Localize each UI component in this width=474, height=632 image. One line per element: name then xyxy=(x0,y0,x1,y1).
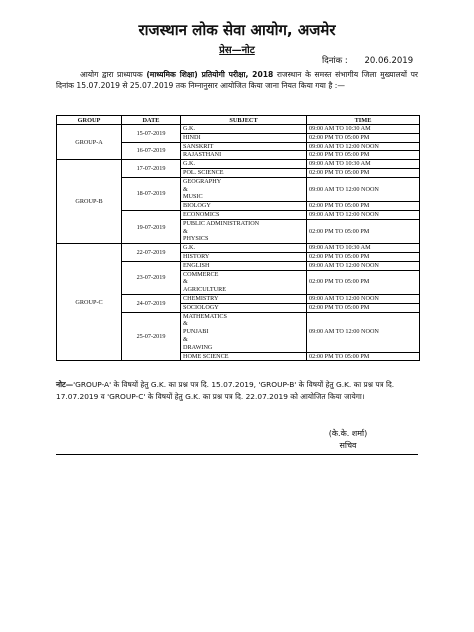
subject-cell xyxy=(181,270,307,294)
subject-line: SANSKRIT xyxy=(183,142,214,150)
subject-cell xyxy=(181,312,307,352)
subject-line: & xyxy=(183,320,188,328)
subject-line: ECONOMICS xyxy=(183,210,220,218)
table-body xyxy=(57,125,420,361)
subject-line: SOCIOLOGY xyxy=(183,303,219,311)
subject-cell xyxy=(181,352,307,361)
table-row xyxy=(57,125,420,134)
subject-cell xyxy=(181,303,307,312)
signature-block xyxy=(300,428,396,452)
bottom-divider xyxy=(56,454,418,455)
group-cell: GROUP-A xyxy=(57,125,122,160)
table-row xyxy=(57,160,420,169)
time-cell: 02:00 PM TO 05:00 PM xyxy=(307,202,420,211)
time-cell: 09:00 AM TO 10:30 AM xyxy=(307,160,420,169)
date-cell: 15-07-2019 xyxy=(122,125,181,143)
subject-line: G.K. xyxy=(183,160,196,168)
date-label: दिनांक : xyxy=(322,56,348,66)
header-date: DATE xyxy=(122,116,181,125)
time-cell: 09:00 AM TO 10:30 AM xyxy=(307,125,420,134)
date-cell: 23-07-2019 xyxy=(122,261,181,294)
time-cell: 09:00 AM TO 12:00 NOON xyxy=(307,261,420,270)
header-time: TIME xyxy=(307,116,420,125)
time-cell: 02:00 PM TO 05:00 PM xyxy=(307,151,420,160)
header-group: GROUP xyxy=(57,116,122,125)
subject-cell xyxy=(181,244,307,253)
date-cell: 19-07-2019 xyxy=(122,210,181,243)
time-cell: 09:00 AM TO 12:00 NOON xyxy=(307,312,420,352)
subject-cell xyxy=(181,142,307,151)
note-label: नोट— xyxy=(56,380,74,389)
subject-line: G.K. xyxy=(183,244,196,252)
subject-line: & xyxy=(183,335,188,343)
table-row xyxy=(57,244,420,253)
subject-cell xyxy=(181,294,307,303)
date-cell: 18-07-2019 xyxy=(122,177,181,210)
group-cell: GROUP-B xyxy=(57,160,122,244)
subject-line: POL. SCIENCE xyxy=(183,168,224,176)
subject-line: DRAWING xyxy=(183,343,213,351)
time-cell: 02:00 PM TO 05:00 PM xyxy=(307,219,420,243)
time-cell: 09:00 AM TO 12:00 NOON xyxy=(307,142,420,151)
subject-cell xyxy=(181,210,307,219)
time-cell: 09:00 AM TO 12:00 NOON xyxy=(307,294,420,303)
subject-line: ENGLISH xyxy=(183,261,210,269)
subject-line: G.K. xyxy=(183,125,196,132)
intro-part1: आयोग द्वारा प्राध्यापक xyxy=(80,70,147,79)
note-text: 'GROUP-A' के विषयों हेतु G.K. का प्रश्न पत्र दि. 15.07.2019, 'GROUP-B' के विषयों हेतु G.K. का प्रश्न पत्र दि. 17.07.2019 व 'GROUP-C' के विषयों हेतु G.K. का प्रश्न पत्र दि. 22.07.2019 को आयोजित किया जायेगा। xyxy=(56,380,395,401)
time-cell: 02:00 PM TO 05:00 PM xyxy=(307,252,420,261)
subject-cell xyxy=(181,202,307,211)
date-cell: 17-07-2019 xyxy=(122,160,181,178)
subject-line: HOME SCIENCE xyxy=(183,352,229,360)
time-cell: 02:00 PM TO 05:00 PM xyxy=(307,270,420,294)
group-cell: GROUP-C xyxy=(57,244,122,361)
exam-schedule-table xyxy=(56,115,420,361)
subject-cell xyxy=(181,219,307,243)
subject-line: BIOLOGY xyxy=(183,202,211,210)
subject-line: & xyxy=(183,278,188,286)
subject-line: PUNJABI xyxy=(183,328,209,336)
signatory-designation: सचिव xyxy=(339,441,357,450)
time-cell: 02:00 PM TO 05:00 PM xyxy=(307,133,420,142)
table-header-row xyxy=(57,116,420,125)
subject-line: RAJASTHANI xyxy=(183,151,222,159)
time-cell: 02:00 PM TO 05:00 PM xyxy=(307,303,420,312)
time-cell: 09:00 AM TO 12:00 NOON xyxy=(307,210,420,219)
subject-cell xyxy=(181,133,307,142)
intro-paragraph xyxy=(56,69,418,91)
header-subject: SUBJECT xyxy=(181,116,307,125)
time-cell: 02:00 PM TO 05:00 PM xyxy=(307,352,420,361)
date-cell: 16-07-2019 xyxy=(122,142,181,160)
time-cell: 09:00 AM TO 12:00 NOON xyxy=(307,177,420,201)
subject-line: MUSIC xyxy=(183,193,203,201)
date-cell: 24-07-2019 xyxy=(122,294,181,312)
subject-cell xyxy=(181,160,307,169)
subject-cell xyxy=(181,151,307,160)
intro-exam-name: (माध्यमिक शिक्षा) प्रतियोगी परीक्षा, 2018 xyxy=(146,70,274,79)
subject-line: & xyxy=(183,227,188,235)
subject-line: PUBLIC ADMINISTRATION xyxy=(183,219,260,227)
subject-line: COMMERCE xyxy=(183,270,219,278)
subject-cell xyxy=(181,177,307,201)
subject-line: HISTORY xyxy=(183,252,210,260)
signatory-name: (के.के. शर्मा) xyxy=(328,429,368,438)
subject-cell xyxy=(181,252,307,261)
subject-line: MATHEMATICS xyxy=(183,312,228,320)
time-cell: 02:00 PM TO 05:00 PM xyxy=(307,168,420,177)
time-cell: 09:00 AM TO 10:30 AM xyxy=(307,244,420,253)
subject-line: GEOGRAPHY xyxy=(183,177,222,185)
intro-part2: राजस्थान के समस्त संभागीय जिला मुख्यालयों पर दिनांक 15.07.2019 से 25.07.2019 तक निम्नानुसार आयोजित किया जाना नियत किया गया है :— xyxy=(56,70,419,90)
subject-cell xyxy=(181,168,307,177)
subject-line: PHYSICS xyxy=(183,235,209,243)
note-paragraph xyxy=(56,379,420,403)
subject-line: & xyxy=(183,185,188,193)
subject-cell xyxy=(181,125,307,134)
date-cell: 22-07-2019 xyxy=(122,244,181,262)
subject-cell xyxy=(181,261,307,270)
date-cell: 25-07-2019 xyxy=(122,312,181,361)
date-value: 20.06.2019 xyxy=(364,56,414,66)
date-line xyxy=(322,55,413,66)
page-title: राजस्थान लोक सेवा आयोग, अजमेर xyxy=(138,21,336,39)
subject-line: AGRICULTURE xyxy=(183,286,227,294)
subject-line: HINDI xyxy=(183,133,201,141)
press-note-heading: प्रेस—नोट xyxy=(219,45,255,56)
subject-line: CHEMISTRY xyxy=(183,294,219,302)
